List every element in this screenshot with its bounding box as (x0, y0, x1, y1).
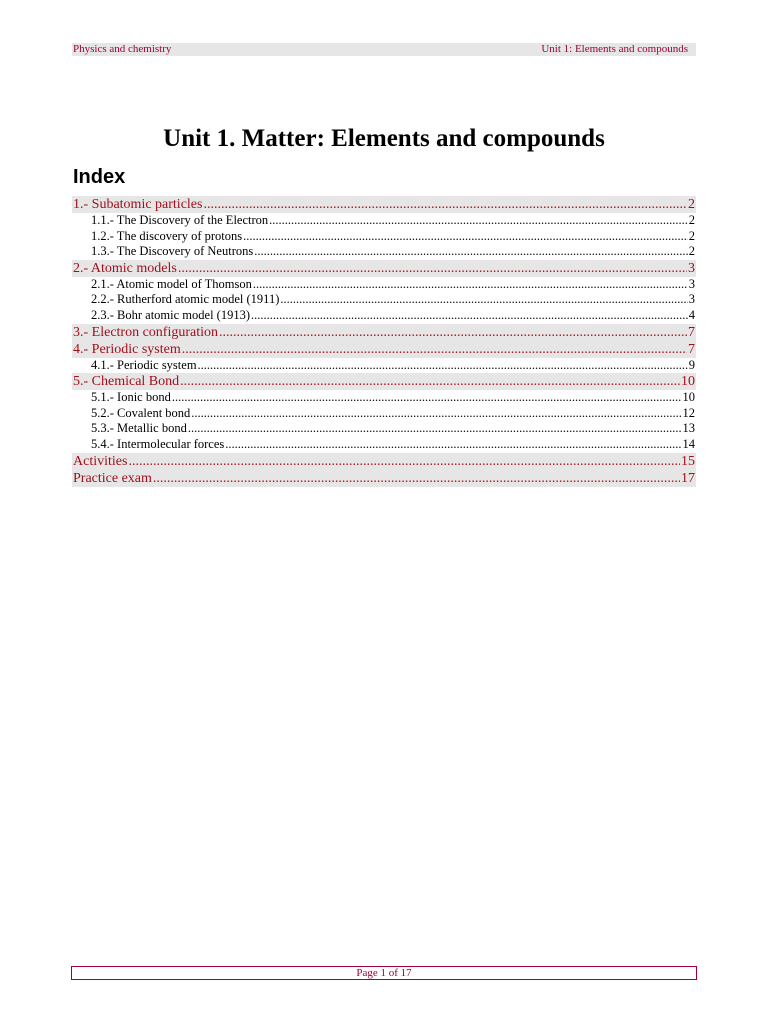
toc-entry-label: 5.4.- Intermolecular forces (91, 436, 225, 451)
toc-section-link[interactable] (72, 373, 696, 390)
toc-entry-page: 2 (688, 197, 695, 212)
toc-subsection-link[interactable] (72, 277, 696, 293)
toc-entry-label: 5.3.- Metallic bond (91, 421, 187, 436)
toc-entry-label: 5.1.- Ionic bond (91, 390, 171, 405)
toc-entry-label: 1.3.- The Discovery of Neutrons (91, 244, 254, 259)
toc-dot-leader (188, 421, 682, 437)
toc-entry-label: 2.3.- Bohr atomic model (1913) (91, 307, 250, 322)
toc-dot-leader (280, 292, 687, 308)
index-heading: Index (73, 166, 126, 188)
toc-section-link[interactable] (72, 470, 696, 487)
toc-entry-page: 2 (688, 244, 695, 259)
toc-subsection-link[interactable] (72, 213, 696, 229)
toc-entry-page: 15 (681, 453, 695, 469)
page-footer (71, 966, 697, 980)
toc-dot-leader (243, 229, 688, 245)
toc-entry-label: 2.2.- Rutherford atomic model (1911) (91, 292, 280, 307)
toc-dot-leader (254, 244, 688, 260)
toc-entry-page: 9 (688, 357, 695, 372)
toc-entry-label: 3.- Electron configuration (73, 324, 219, 340)
toc-entry-page: 2 (688, 213, 695, 227)
toc-entry-page: 7 (688, 341, 695, 357)
toc-dot-leader (198, 358, 688, 374)
header-unit: Unit 1: Elements and compounds (541, 43, 688, 55)
toc-section-link[interactable] (72, 324, 696, 341)
toc-dot-leader (191, 406, 681, 422)
toc-entry-label: 2.- Atomic models (73, 260, 177, 276)
toc-dot-leader (219, 324, 687, 341)
toc-dot-leader (253, 277, 688, 293)
page-header (72, 43, 696, 56)
toc-entry-label: 1.- Subatomic particles (73, 197, 203, 212)
toc-entry-label: 4.1.- Periodic system (91, 357, 197, 372)
toc-dot-leader (182, 341, 687, 358)
toc-section-link[interactable] (72, 453, 696, 470)
toc-dot-leader (269, 213, 688, 229)
document-title: Unit 1. Matter: Elements and compounds (163, 125, 605, 152)
toc-subsection-link[interactable] (72, 308, 696, 324)
toc-entry-label: 1.2.- The discovery of protons (91, 228, 243, 243)
toc-entry-label: 2.1.- Atomic model of Thomson (91, 276, 252, 291)
toc-subsection-link[interactable] (72, 292, 696, 308)
toc-dot-leader (251, 308, 688, 324)
toc-entry-page: 4 (688, 307, 695, 322)
toc-dot-leader (225, 437, 681, 453)
toc-entry-label: Activities (73, 453, 128, 469)
toc-entry-page: 14 (682, 436, 695, 451)
toc-entry-page: 2 (688, 228, 695, 243)
toc-dot-leader (128, 453, 680, 470)
toc-subsection-link[interactable] (72, 244, 696, 260)
toc-dot-leader (203, 196, 687, 213)
toc-entry-page: 10 (681, 374, 695, 390)
toc-dot-leader (153, 470, 680, 487)
toc-section-link[interactable] (72, 341, 696, 358)
toc-entry-label: 1.1.- The Discovery of the Electron (91, 213, 269, 227)
toc-entry-label: 5.2.- Covalent bond (91, 405, 191, 420)
toc-entry-page: 10 (682, 390, 695, 405)
toc-entry-page: 3 (688, 260, 695, 276)
header-subject: Physics and chemistry (73, 43, 172, 55)
toc-section-link[interactable] (72, 260, 696, 277)
toc-entry-page: 13 (682, 421, 695, 436)
toc-subsection-link[interactable] (72, 421, 696, 437)
toc-dot-leader (180, 373, 680, 390)
toc-entry-label: 4.- Periodic system (73, 341, 181, 357)
toc-entry-page: 17 (681, 470, 695, 486)
toc-entry-label: 5.- Chemical Bond (73, 374, 180, 390)
toc-subsection-link[interactable] (72, 229, 696, 245)
toc-subsection-link[interactable] (72, 358, 696, 374)
toc-entry-label: Practice exam (73, 470, 152, 486)
table-of-contents (72, 196, 696, 487)
toc-entry-page: 3 (688, 292, 695, 307)
page-number: Page 1 of 17 (356, 967, 412, 979)
toc-entry-page: 12 (682, 405, 695, 420)
toc-entry-page: 3 (688, 276, 695, 291)
toc-subsection-link[interactable] (72, 406, 696, 422)
toc-dot-leader (172, 390, 682, 406)
toc-section-link[interactable] (72, 196, 696, 213)
toc-subsection-link[interactable] (72, 437, 696, 453)
toc-dot-leader (178, 260, 687, 277)
toc-subsection-link[interactable] (72, 390, 696, 406)
toc-entry-page: 7 (688, 324, 695, 340)
